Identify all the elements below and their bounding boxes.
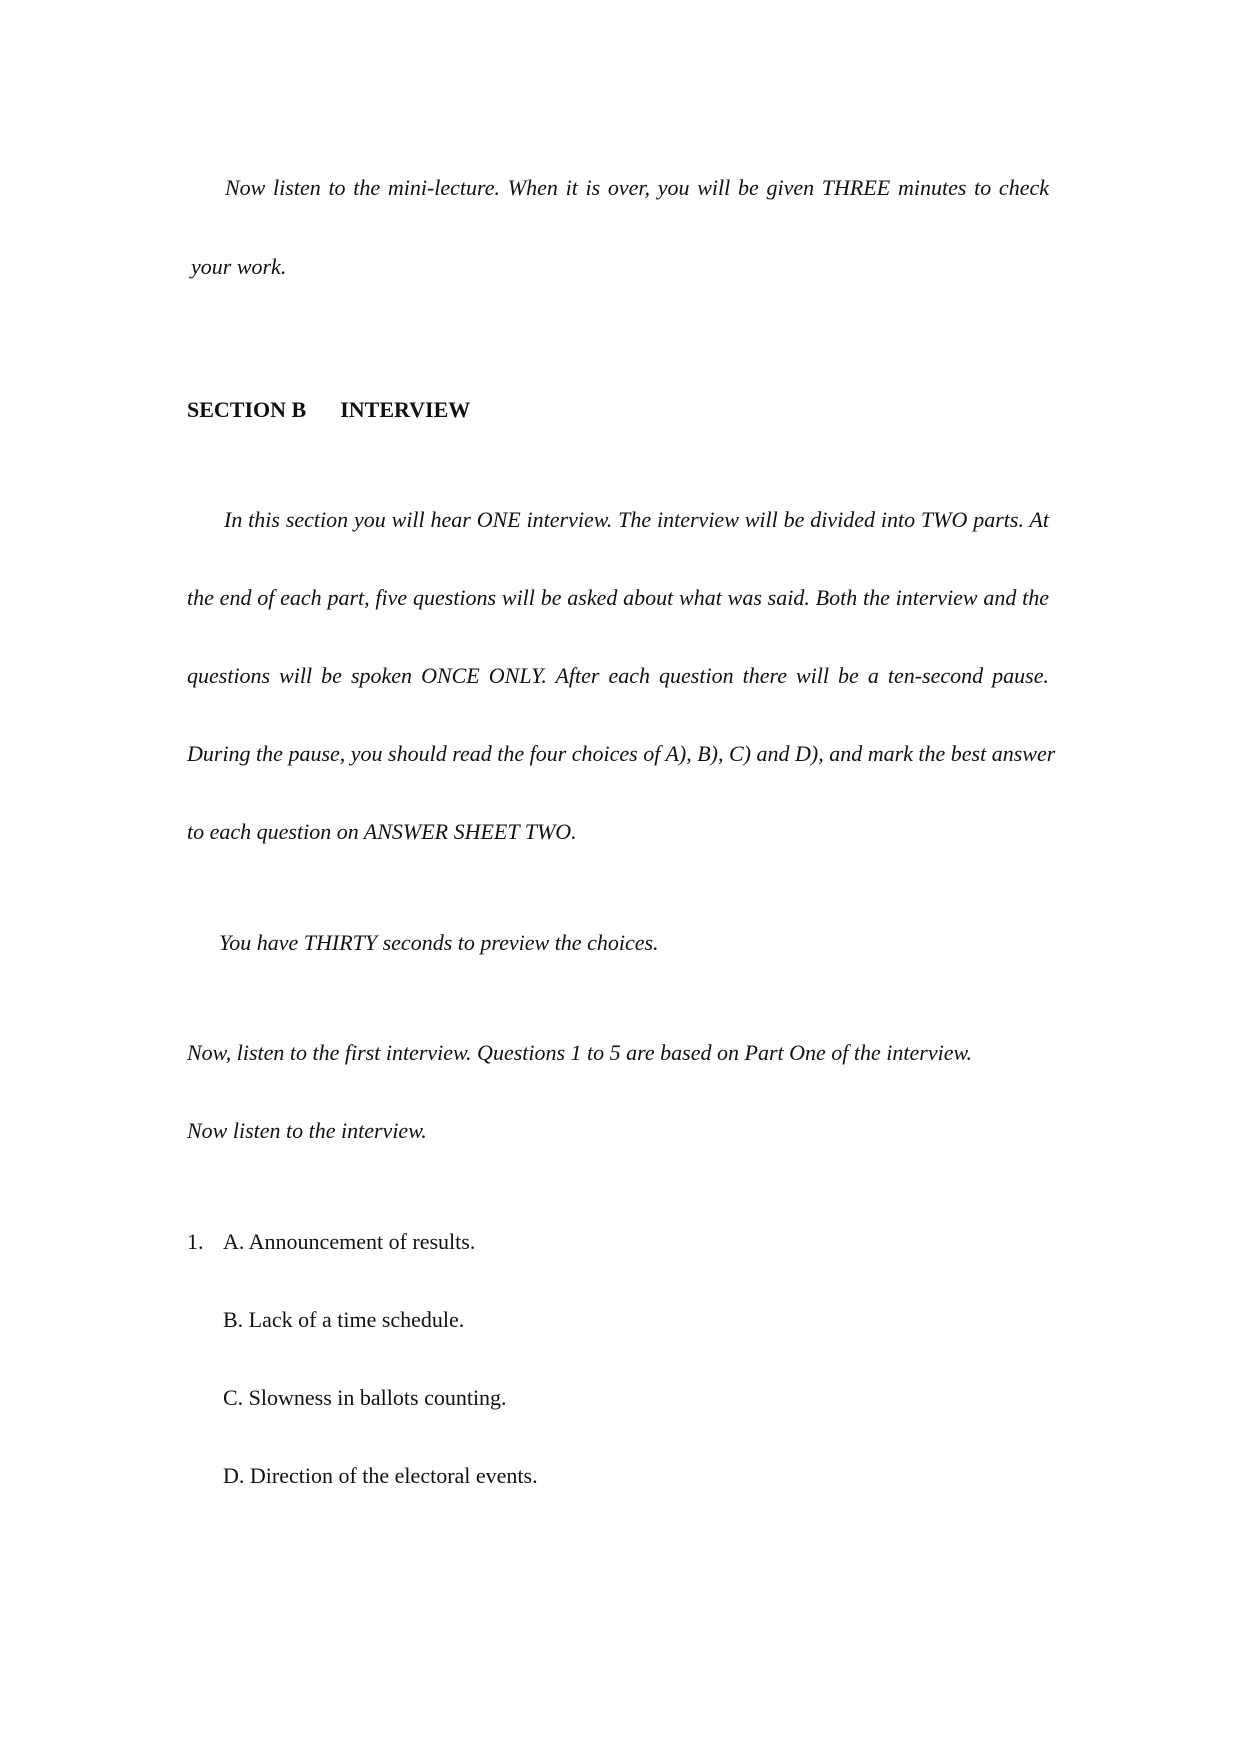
instructions-line-4: During the pause, you should read the four choices of A), B), C) and D), and mark the best answer [187, 741, 1056, 766]
instructions-line-2: the end of each part, five questions will be asked about what was said. Both the interview and the [187, 585, 1049, 610]
choice-c: C. Slowness in ballots counting. [223, 1385, 507, 1410]
intro-line-1: Now listen to the mini-lecture. When it is over, you will be given THREE minutes to check [225, 175, 1049, 200]
choice-d: D. Direction of the electoral events. [223, 1463, 538, 1488]
section-title: INTERVIEW [340, 397, 471, 422]
intro-line-2: your work. [191, 254, 287, 279]
choice-a: A. Announcement of results. [223, 1229, 476, 1254]
listen-now-line: Now listen to the interview. [187, 1118, 427, 1143]
instructions-line-3: questions will be spoken ONCE ONLY. After each question there will be a ten-second pause. [187, 663, 1049, 688]
question-number: 1. [187, 1229, 204, 1254]
section-label: SECTION B [187, 397, 307, 422]
preview-line: You have THIRTY seconds to preview the choices. [219, 930, 659, 955]
instructions-line-1: In this section you will hear ONE interview. The interview will be divided into TWO parts. At [224, 507, 1049, 532]
choice-b: B. Lack of a time schedule. [223, 1307, 465, 1332]
first-interview-line: Now, listen to the first interview. Questions 1 to 5 are based on Part One of the interview. [187, 1040, 972, 1065]
section-heading [187, 396, 470, 424]
instructions-line-5: to each question on ANSWER SHEET TWO. [187, 819, 577, 844]
